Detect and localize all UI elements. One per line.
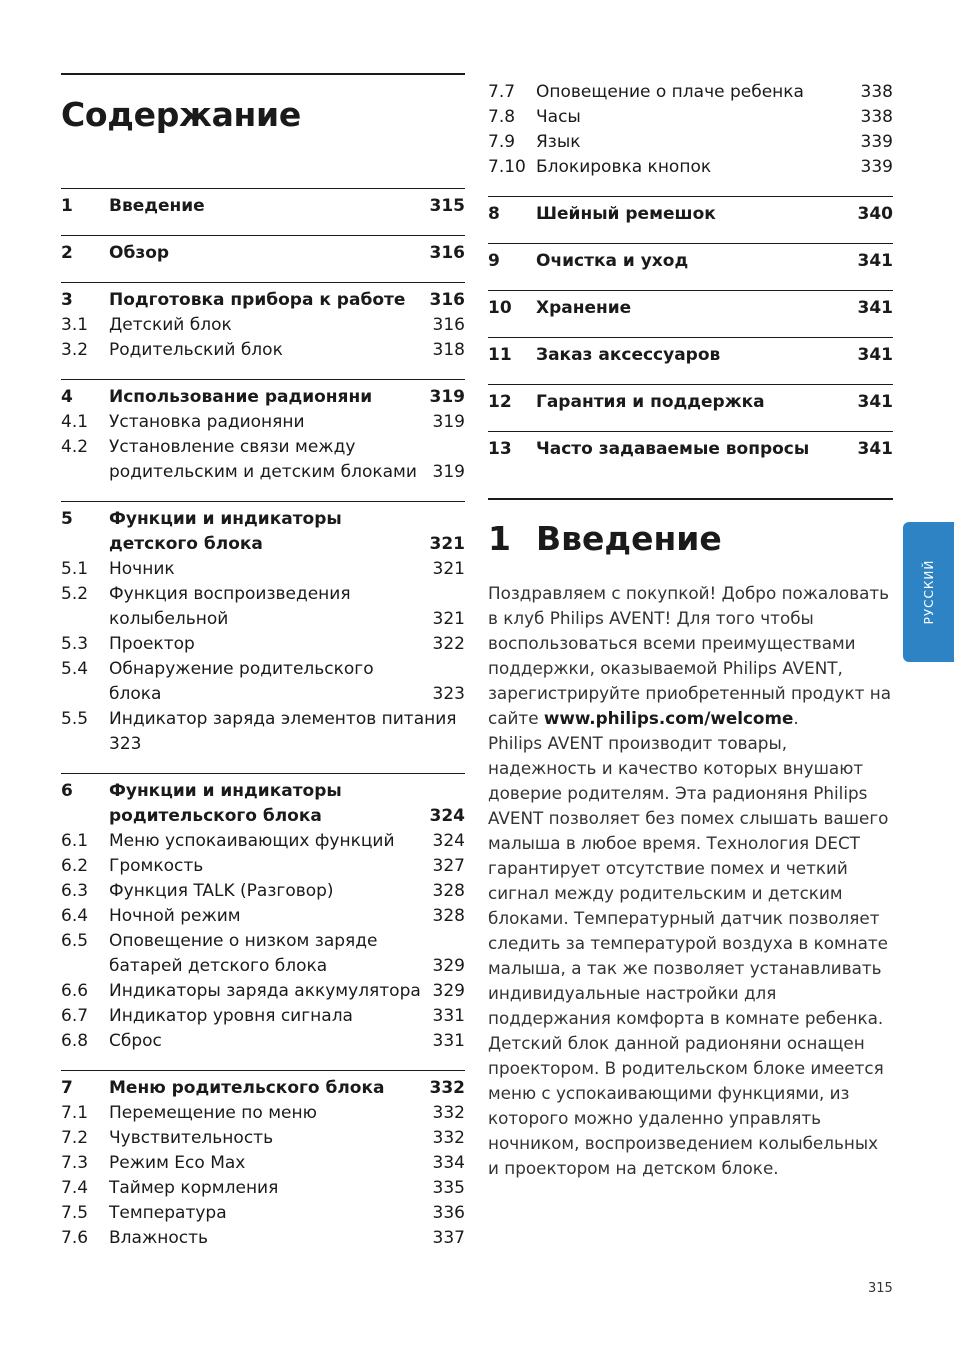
- toc-entry-page: 335: [432, 1178, 465, 1198]
- toc-section: [488, 196, 893, 243]
- toc-entry-label: Заказ аксессуаров: [536, 345, 721, 365]
- toc-entry-number: 5: [61, 509, 73, 529]
- toc-entry[interactable]: [61, 582, 465, 632]
- toc-entry-number: 7.4: [61, 1178, 89, 1198]
- toc-entry[interactable]: [488, 105, 893, 130]
- toc-entry-page: 337: [432, 1228, 465, 1248]
- toc-entry-label: Установление связи между родительским и детским блоками: [109, 437, 417, 482]
- toc-entry-page: 341: [857, 345, 893, 365]
- toc-entry[interactable]: [61, 194, 465, 219]
- language-tab: [903, 522, 954, 662]
- toc-entry[interactable]: [61, 657, 465, 707]
- toc-entry-page: 331: [432, 1006, 465, 1026]
- toc-entry-page: 334: [432, 1153, 465, 1173]
- toc-entry-number: 6: [61, 781, 73, 801]
- toc-entry-page: 316: [432, 315, 465, 335]
- intro-title: Введение: [536, 519, 722, 558]
- toc-entry-number: 5.3: [61, 634, 89, 654]
- toc-entry[interactable]: [61, 829, 465, 854]
- toc-entry-page: 329: [432, 956, 465, 976]
- toc-entry-number: 7.9: [488, 132, 516, 152]
- toc-entry-page: 319: [432, 412, 465, 432]
- toc-entry-number: 9: [488, 251, 500, 271]
- toc-entry[interactable]: [488, 249, 893, 274]
- toc-entry-number: 12: [488, 392, 512, 412]
- toc-entry-number: 11: [488, 345, 512, 365]
- toc-entry-number: 4.1: [61, 412, 89, 432]
- toc-entry-label: Обзор: [109, 243, 170, 263]
- title-rule: [61, 73, 465, 75]
- toc-entry-label: Функции и индикаторы детского блока: [109, 509, 342, 554]
- toc-section: [488, 337, 893, 384]
- toc-entry-number: 1: [61, 196, 73, 216]
- toc-entry-number: 5.1: [61, 559, 89, 579]
- toc-entry-label: Часы: [536, 107, 581, 127]
- welcome-link[interactable]: www.philips.com/welcome: [543, 708, 794, 728]
- toc-entry-label: Функция TALK (Разговор): [109, 881, 334, 901]
- toc-entry-label: Использование радионяни: [109, 387, 373, 407]
- toc-entry-number: 7.1: [61, 1103, 89, 1123]
- toc-entry-number: 6.4: [61, 906, 89, 926]
- toc-entry[interactable]: [488, 130, 893, 155]
- toc-entry-label: Детский блок: [109, 315, 232, 335]
- toc-entry-number: 6.6: [61, 981, 89, 1001]
- toc-entry-label: Оповещение о плаче ребенка: [536, 82, 804, 102]
- toc-entry-number: 7.2: [61, 1128, 89, 1148]
- toc-entry[interactable]: [61, 1076, 465, 1101]
- toc-entry-page: 324: [432, 831, 465, 851]
- toc-entry-label: Установка радионяни: [109, 412, 305, 432]
- intro-paragraph-3: Детский блок данной радионяни оснащен проектором. В родительском блоке имеется меню с успокаивающими функциями, из которого можно удаленно управлять ночником, воспроизведением колыбельных и проектором на детском блоке.: [488, 1033, 884, 1178]
- toc-entry-page: 341: [857, 392, 893, 412]
- toc-entry-label: Ночник: [109, 559, 175, 579]
- toc-entry-label: Подготовка прибора к работе: [109, 290, 406, 310]
- toc-entry[interactable]: [61, 779, 465, 829]
- toc-entry-page: 319: [429, 387, 465, 407]
- toc-entry-number: 4: [61, 387, 73, 407]
- toc-entry-label: Функции и индикаторы родительского блока: [109, 781, 342, 826]
- toc-entry-page: 321: [432, 559, 465, 579]
- toc-entry-number: 7: [61, 1078, 73, 1098]
- toc-entry[interactable]: [61, 707, 465, 757]
- toc-entry-number: 2: [61, 243, 73, 263]
- toc-entry[interactable]: [61, 979, 465, 1004]
- toc-entry-number: 5.5: [61, 709, 89, 729]
- toc-entry-label: Обнаружение родительского блока: [109, 659, 374, 704]
- toc-section: [488, 384, 893, 431]
- toc-left-sections: [61, 188, 465, 1251]
- toc-entry-page: 316: [429, 243, 465, 263]
- toc-entry-number: 5.2: [61, 584, 89, 604]
- toc-section: [488, 80, 893, 196]
- toc-entry-label: Перемещение по меню: [109, 1103, 317, 1123]
- toc-entry-label: Хранение: [536, 298, 632, 318]
- toc-entry-number: 7.5: [61, 1203, 89, 1223]
- intro-body: [488, 581, 893, 1181]
- toc-entry-number: 6.1: [61, 831, 89, 851]
- intro-p1-end: .: [793, 708, 799, 728]
- toc-section: [61, 235, 465, 282]
- page-number: 315: [868, 1281, 893, 1296]
- toc-entry-label: Оповещение о низком заряде батарей детского блока: [109, 931, 378, 976]
- toc-entry-number: 5.4: [61, 659, 89, 679]
- toc-entry-label: Язык: [536, 132, 581, 152]
- toc-entry-page: 338: [860, 82, 893, 102]
- toc-entry-page: 341: [857, 298, 893, 318]
- toc-title: Содержание: [61, 95, 301, 134]
- toc-entry-number: 13: [488, 439, 512, 459]
- toc-entry-label: Шейный ремешок: [536, 204, 716, 224]
- toc-entry[interactable]: [488, 296, 893, 321]
- toc-entry[interactable]: [488, 80, 893, 105]
- toc-right-sections: [488, 80, 893, 462]
- toc-entry-label: Температура: [109, 1203, 227, 1223]
- toc-entry[interactable]: [61, 1029, 465, 1054]
- toc-entry-number: 4.2: [61, 437, 89, 457]
- toc-entry[interactable]: [61, 507, 465, 557]
- toc-section: [61, 282, 465, 379]
- toc-entry-page: 329: [432, 981, 465, 1001]
- toc-entry-label: Меню родительского блока: [109, 1078, 385, 1098]
- toc-entry[interactable]: [488, 202, 893, 227]
- intro-rule: [488, 498, 893, 500]
- toc-entry[interactable]: [61, 1151, 465, 1176]
- toc-entry-label: Функция воспроизведения колыбельной: [109, 584, 351, 629]
- language-tab-label: РУССКИЙ: [921, 559, 936, 625]
- toc-entry-page: 341: [857, 251, 893, 271]
- toc-entry-page: 336: [432, 1203, 465, 1223]
- toc-entry-page: 322: [432, 634, 465, 654]
- intro-paragraph-2: Philips AVENT производит товары, надежность и качество которых внушают доверие родителям. Эта радионяня Philips AVENT позволяет без помех слышать вашего малыша в любое время. Технология DECT гарантирует отсутствие помех и четкий сигнал между родительским и детским блоками. Температурный датчик позволяет следить за температурой воздуха в комнате малыша, а так же позволяет устанавливать индивидуальные настройки для поддержания комфорта в комнате ребенка.: [488, 733, 889, 1028]
- toc-entry-page: 339: [860, 132, 893, 152]
- toc-entry-page: 321: [429, 534, 465, 554]
- toc-right-column: [488, 80, 893, 1181]
- toc-entry[interactable]: [488, 343, 893, 368]
- toc-section: [61, 379, 465, 501]
- toc-section: [61, 501, 465, 773]
- toc-entry-page: 321: [432, 609, 465, 629]
- toc-entry[interactable]: [61, 1226, 465, 1251]
- toc-entry-label: Ночной режим: [109, 906, 241, 926]
- toc-entry-number: 3: [61, 290, 73, 310]
- toc-entry-number: 3.2: [61, 340, 89, 360]
- toc-entry[interactable]: [61, 435, 465, 485]
- toc-entry-label: Блокировка кнопок: [536, 157, 712, 177]
- toc-entry-number: 7.6: [61, 1228, 89, 1248]
- toc-entry-page: 316: [429, 290, 465, 310]
- toc-entry[interactable]: [61, 854, 465, 879]
- toc-entry-page: 338: [860, 107, 893, 127]
- toc-entry-label: Индикатор уровня сигнала: [109, 1006, 353, 1026]
- toc-entry-label: Влажность: [109, 1228, 209, 1248]
- toc-entry-label: Режим Eco Max: [109, 1153, 246, 1173]
- toc-entry-number: 7.7: [488, 82, 516, 102]
- toc-entry-page: 340: [857, 204, 893, 224]
- toc-entry-label: Часто задаваемые вопросы: [536, 439, 810, 459]
- toc-entry-page: 332: [432, 1128, 465, 1148]
- toc-entry-label: Громкость: [109, 856, 204, 876]
- toc-entry-page: 315: [429, 196, 465, 216]
- toc-entry-label: Меню успокаивающих функций: [109, 831, 395, 851]
- toc-entry[interactable]: [61, 410, 465, 435]
- toc-entry-page: 324: [429, 806, 465, 826]
- toc-entry-page: 318: [432, 340, 465, 360]
- toc-entry-number: 8: [488, 204, 500, 224]
- toc-entry-page: 328: [432, 906, 465, 926]
- toc-entry[interactable]: [61, 338, 465, 363]
- toc-entry-label: Гарантия и поддержка: [536, 392, 765, 412]
- toc-section: [61, 188, 465, 235]
- toc-entry-number: 7.3: [61, 1153, 89, 1173]
- toc-entry-page: 332: [432, 1103, 465, 1123]
- toc-entry-page: 341: [857, 439, 893, 459]
- toc-entry-label: Очистка и уход: [536, 251, 689, 271]
- toc-entry-page: 319: [432, 462, 465, 482]
- toc-entry[interactable]: [488, 155, 893, 180]
- toc-entry[interactable]: [61, 1004, 465, 1029]
- toc-entry-label: Родительский блок: [109, 340, 283, 360]
- intro-paragraph-1: [488, 581, 893, 731]
- toc-entry-label: Проектор: [109, 634, 195, 654]
- toc-entry-page: 328: [432, 881, 465, 901]
- toc-entry-page: 331: [432, 1031, 465, 1051]
- toc-entry[interactable]: [61, 313, 465, 338]
- toc-entry[interactable]: [61, 385, 465, 410]
- toc-entry[interactable]: [61, 288, 465, 313]
- toc-entry-label: Введение: [109, 196, 205, 216]
- toc-entry-number: 6.5: [61, 931, 89, 951]
- toc-entry-label: Таймер кормления: [109, 1178, 279, 1198]
- toc-entry[interactable]: [61, 879, 465, 904]
- toc-entry-number: 10: [488, 298, 512, 318]
- toc-entry-label: Индикаторы заряда аккумулятора: [109, 981, 421, 1001]
- toc-section: [488, 431, 893, 462]
- toc-section: [488, 243, 893, 290]
- toc-entry-page: 332: [429, 1078, 465, 1098]
- intro-heading: [488, 519, 893, 559]
- toc-entry-label: Индикатор заряда элементов питания 323: [109, 709, 457, 754]
- toc-entry[interactable]: [61, 241, 465, 266]
- toc-entry-number: 6.3: [61, 881, 89, 901]
- toc-entry-page: 323: [432, 684, 465, 704]
- toc-entry[interactable]: [61, 1126, 465, 1151]
- toc-entry[interactable]: [61, 632, 465, 657]
- toc-entry[interactable]: [61, 904, 465, 929]
- toc-entry-page: 339: [860, 157, 893, 177]
- toc-entry-number: 6.8: [61, 1031, 89, 1051]
- toc-entry[interactable]: [488, 437, 893, 462]
- toc-entry[interactable]: [488, 390, 893, 415]
- toc-section: [61, 1070, 465, 1251]
- toc-entry-number: 7.10: [488, 157, 526, 177]
- toc-entry-number: 6.7: [61, 1006, 89, 1026]
- toc-entry-number: 7.8: [488, 107, 516, 127]
- toc-entry-number: 6.2: [61, 856, 89, 876]
- toc-entry[interactable]: [61, 557, 465, 582]
- intro-p1-text: Поздравляем с покупкой! Добро пожаловать в клуб Philips AVENT! Для того чтобы воспользоваться всеми преимуществами поддержки, оказываемой Philips AVENT, зарегистрируйте приобретенный продукт на сайте: [488, 583, 891, 728]
- toc-section: [488, 290, 893, 337]
- toc-section: [61, 773, 465, 1070]
- toc-entry[interactable]: [61, 1101, 465, 1126]
- toc-entry[interactable]: [61, 1176, 465, 1201]
- toc-entry-number: 3.1: [61, 315, 89, 335]
- intro-number: 1: [488, 519, 511, 558]
- toc-left-column: [61, 73, 465, 1251]
- toc-entry-page: 327: [432, 856, 465, 876]
- toc-entry-label: Сброс: [109, 1031, 162, 1051]
- toc-entry[interactable]: [61, 1201, 465, 1226]
- toc-entry-label: Чувствительность: [109, 1128, 274, 1148]
- toc-entry[interactable]: [61, 929, 465, 979]
